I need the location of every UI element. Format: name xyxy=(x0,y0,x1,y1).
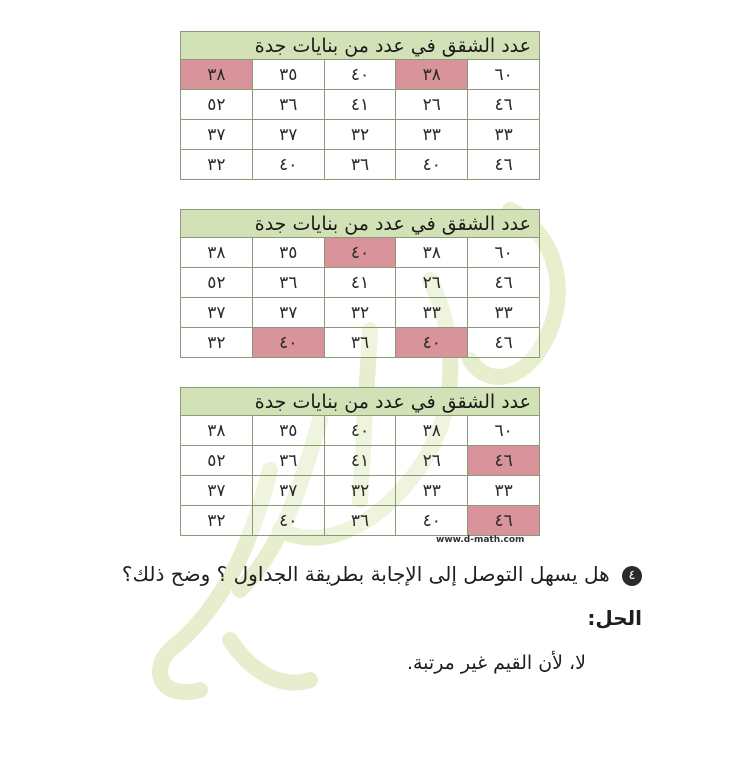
table-cell: ٣٢ xyxy=(181,506,253,536)
table-row xyxy=(181,268,540,298)
table-cell: ٤٦ xyxy=(468,268,540,298)
table-cell: ٣٢ xyxy=(324,476,396,506)
solution-label: الحل: xyxy=(587,606,642,630)
highlighted-cell: ٣٨ xyxy=(181,60,253,90)
table-cell: ٣٨ xyxy=(181,238,253,268)
table-cell: ٣٧ xyxy=(181,476,253,506)
table-cell: ٣٨ xyxy=(181,416,253,446)
table-cell: ٣٦ xyxy=(324,328,396,358)
apartments-table-3 xyxy=(180,387,540,536)
table-cell: ٣٣ xyxy=(396,120,468,150)
table-cell: ٣٣ xyxy=(396,476,468,506)
table-title: عدد الشقق في عدد من بنايات جدة xyxy=(181,32,540,60)
highlighted-cell: ٣٨ xyxy=(396,60,468,90)
table-row xyxy=(181,446,540,476)
table-cell: ٤٦ xyxy=(468,150,540,180)
table-row xyxy=(181,120,540,150)
table-cell: ٤١ xyxy=(324,446,396,476)
table-cell: ٣٢ xyxy=(181,150,253,180)
table-cell: ٣٦ xyxy=(252,446,324,476)
table-cell: ٣٦ xyxy=(324,506,396,536)
table-cell: ٣٥ xyxy=(252,238,324,268)
table-row xyxy=(181,150,540,180)
table-cell: ٣٢ xyxy=(181,328,253,358)
table-row xyxy=(181,90,540,120)
table-row xyxy=(181,298,540,328)
answer-text: لا، لأن القيم غير مرتبة. xyxy=(406,652,586,674)
table-row xyxy=(181,506,540,536)
table-cell: ٥٢ xyxy=(181,268,253,298)
highlighted-cell: ٤٦ xyxy=(468,506,540,536)
highlighted-cell: ٤٦ xyxy=(468,446,540,476)
table-cell: ٤٠ xyxy=(324,416,396,446)
table-title: عدد الشقق في عدد من بنايات جدة xyxy=(181,388,540,416)
table-cell: ٢٦ xyxy=(396,268,468,298)
table-row xyxy=(181,238,540,268)
table-cell: ٣٨ xyxy=(396,238,468,268)
table-cell: ٤٦ xyxy=(468,90,540,120)
table-cell: ٤٠ xyxy=(396,150,468,180)
table-cell: ٣٦ xyxy=(252,90,324,120)
table-cell: ٣٣ xyxy=(468,476,540,506)
table-cell: ٣٢ xyxy=(324,298,396,328)
highlighted-cell: ٤٠ xyxy=(324,238,396,268)
table-cell: ٤٠ xyxy=(396,506,468,536)
question-text: هل يسهل التوصل إلى الإجابة بطريقة الجداول ؟ وضح ذلك؟ xyxy=(121,562,610,586)
table-row xyxy=(181,476,540,506)
table-cell: ٣٥ xyxy=(252,60,324,90)
table-cell: ٣٧ xyxy=(252,476,324,506)
table-cell: ٢٦ xyxy=(396,90,468,120)
table-cell: ٢٦ xyxy=(396,446,468,476)
table-cell: ٣٢ xyxy=(324,120,396,150)
table-cell: ٤١ xyxy=(324,90,396,120)
question-number-badge: ٤ xyxy=(622,566,642,586)
table-cell: ٣٣ xyxy=(468,120,540,150)
highlighted-cell: ٤٠ xyxy=(396,328,468,358)
apartments-table-1 xyxy=(180,31,540,180)
website-label: www.d-math.com xyxy=(436,535,525,545)
table-cell: ٣٣ xyxy=(468,298,540,328)
table-cell: ٤٠ xyxy=(252,506,324,536)
table-cell: ٣٧ xyxy=(181,298,253,328)
table-cell: ٣٣ xyxy=(396,298,468,328)
question-4 xyxy=(122,562,642,586)
table-cell: ٦٠ xyxy=(468,60,540,90)
table-cell: ٤١ xyxy=(324,268,396,298)
apartments-table-2 xyxy=(180,209,540,358)
table-cell: ٣٥ xyxy=(252,416,324,446)
table-cell: ٣٧ xyxy=(252,298,324,328)
table-cell: ٥٢ xyxy=(181,446,253,476)
table-row xyxy=(181,60,540,90)
table-row xyxy=(181,416,540,446)
table-cell: ٣٧ xyxy=(252,120,324,150)
table-row xyxy=(181,328,540,358)
table-cell: ٤٦ xyxy=(468,328,540,358)
table-cell: ٣٦ xyxy=(252,268,324,298)
table-title: عدد الشقق في عدد من بنايات جدة xyxy=(181,210,540,238)
table-cell: ٤٠ xyxy=(252,150,324,180)
table-cell: ٣٦ xyxy=(324,150,396,180)
highlighted-cell: ٤٠ xyxy=(252,328,324,358)
table-cell: ٣٧ xyxy=(181,120,253,150)
table-cell: ٦٠ xyxy=(468,238,540,268)
table-cell: ٤٠ xyxy=(324,60,396,90)
table-cell: ٥٢ xyxy=(181,90,253,120)
table-cell: ٦٠ xyxy=(468,416,540,446)
table-cell: ٣٨ xyxy=(396,416,468,446)
